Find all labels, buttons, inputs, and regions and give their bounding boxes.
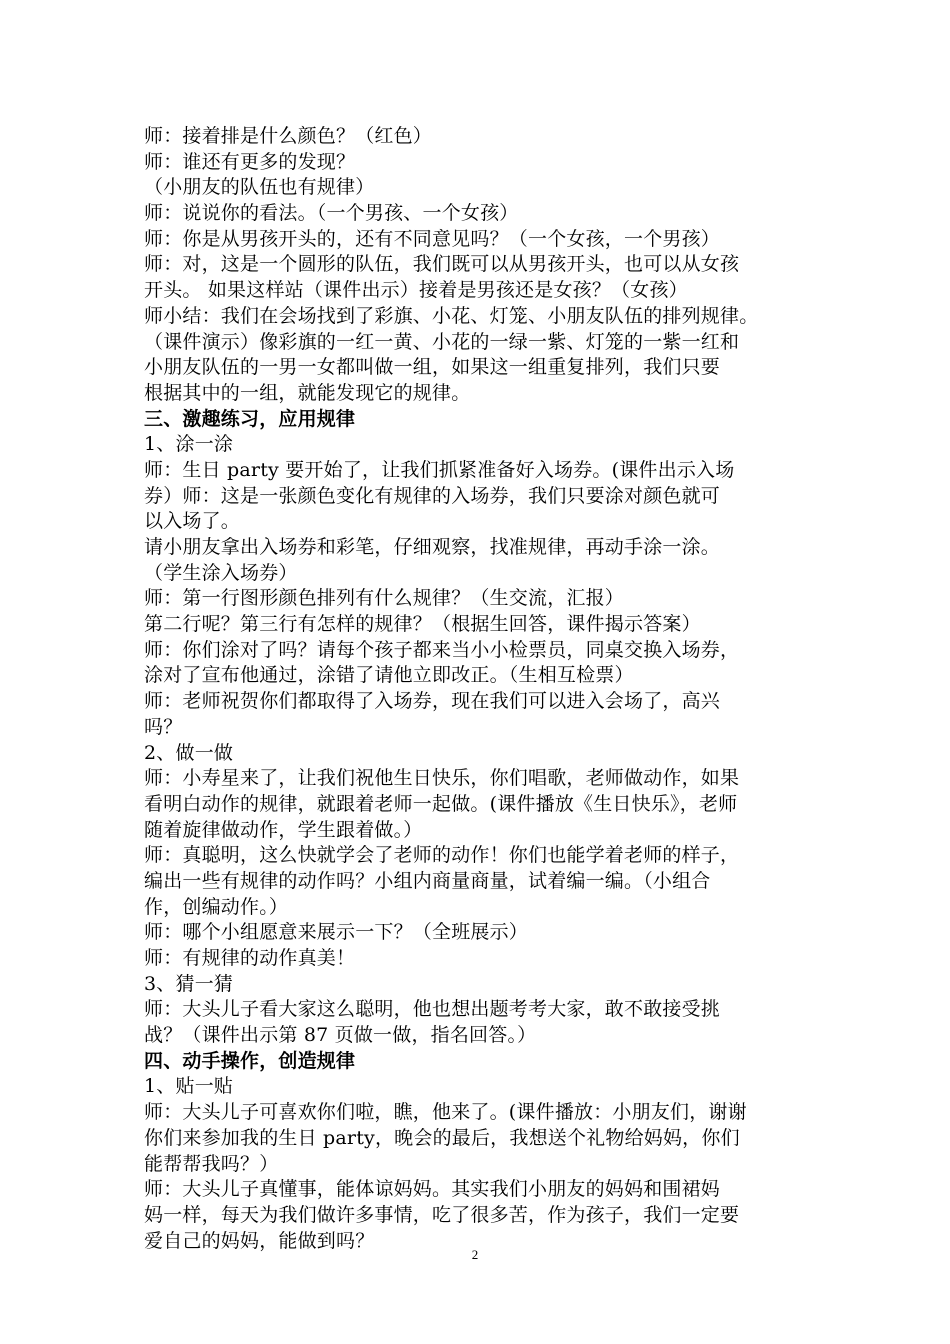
text-line: 师：生日 party 要开始了，让我们抓紧准备好入场券。(课件出示入场 [144, 458, 735, 481]
section-heading: 三、激趣练习，应用规律 [144, 407, 356, 430]
text-line: 师：大头儿子真懂事，能体谅妈妈。其实我们小朋友的妈妈和围裙妈 [144, 1178, 721, 1201]
document-body [144, 124, 824, 1254]
text-line: 师小结：我们在会场找到了彩旗、小花、灯笼、小朋友队伍的排列规律。 [144, 304, 759, 327]
text-line: 3、猜一猜 [144, 972, 234, 995]
text-line: 师：老师祝贺你们都取得了入场券，现在我们可以进入会场了，高兴 [144, 690, 721, 713]
text-line: 师：有规律的动作真美！ [144, 947, 356, 969]
text-line: 请小朋友拿出入场券和彩笔，仔细观察，找准规律，再动手涂一涂。 [144, 536, 721, 558]
text-line: 根据其中的一组，就能发现它的规律。 [144, 381, 471, 404]
text-line: 涂对了宣布他通过，涂错了请他立即改正。（生相互检票） [144, 664, 634, 687]
section-heading: 四、动手操作，创造规律 [144, 1049, 356, 1072]
text-line: 师：真聪明，这么快就学会了老师的动作！你们也能学着老师的样子， [144, 844, 740, 867]
text-line: 看明白动作的规律，就跟着老师一起做。(课件播放《生日快乐》，老师 [144, 792, 738, 815]
text-line: 券）师：这是一张颜色变化有规律的入场券，我们只要涂对颜色就可 [144, 484, 721, 507]
text-line: （小朋友的队伍也有规律） [144, 176, 375, 199]
text-line: 师：哪个小组愿意来展示一下？（全班展示） [144, 921, 529, 944]
text-line: 师：你们涂对了吗？请每个孩子都来当小小检票员，同桌交换入场券， [144, 638, 740, 661]
text-line: 随着旋律做动作，学生跟着做。） [144, 818, 423, 841]
text-line: 小朋友队伍的一男一女都叫做一组，如果这一组重复排列，我们只要 [144, 356, 721, 379]
text-line: 吗？ [144, 715, 183, 738]
text-line: 作，创编动作。） [144, 895, 289, 918]
text-line: 你们来参加我的生日 party，晚会的最后，我想送个礼物给妈妈，你们 [144, 1126, 740, 1149]
text-line: 师：谁还有更多的发现？ [144, 150, 356, 173]
text-line: 编出一些有规律的动作吗？小组内商量商量，试着编一编。（小组合 [144, 869, 711, 892]
text-line: 师：你是从男孩开头的，还有不同意见吗？（一个女孩，一个男孩） [144, 227, 721, 250]
text-line: 第二行呢？第三行有怎样的规律？（根据生回答，课件揭示答案） [144, 613, 701, 636]
text-line: 师：大头儿子看大家这么聪明，他也想出题考考大家，敢不敢接受挑 [144, 998, 721, 1021]
text-line: 1、涂一涂 [144, 433, 234, 456]
text-line: 师：说说你的看法。（一个男孩、一个女孩） [144, 202, 519, 225]
text-line: 师：对，这是一个圆形的队伍，我们既可以从男孩开头，也可以从女孩 [144, 253, 740, 276]
text-line: 开头。 如果这样站（课件出示）接着是男孩还是女孩？（女孩） [144, 279, 688, 302]
text-line: 妈一样，每天为我们做许多事情，吃了很多苦，作为孩子，我们一定要 [144, 1203, 740, 1226]
text-line: （学生涂入场券） [144, 561, 298, 584]
text-line: 师：大头儿子可喜欢你们啦，瞧，他来了。(课件播放：小朋友们，谢谢 [144, 1101, 747, 1124]
text-line: 2、做一做 [144, 741, 234, 764]
text-line: 师：第一行图形颜色排列有什么规律？（生交流，汇报） [144, 587, 625, 610]
text-line: 爱自己的妈妈，能做到吗？ [144, 1229, 375, 1252]
text-line: 师：小寿星来了，让我们祝他生日快乐，你们唱歌，老师做动作，如果 [144, 767, 740, 790]
text-line: （课件演示）像彩旗的一红一黄、小花的一绿一紫、灯笼的一紫一红和 [144, 330, 740, 353]
text-line: 能帮帮我吗？） [144, 1152, 279, 1175]
text-line: 1、贴一贴 [144, 1075, 234, 1098]
page-number: 2 [471, 1247, 479, 1262]
text-line: 战？（课件出示第 87 页做一做，指名回答。） [144, 1024, 537, 1047]
text-line: 师：接着排是什么颜色？（红色） [144, 125, 433, 147]
text-line: 以入场了。 [144, 510, 241, 533]
